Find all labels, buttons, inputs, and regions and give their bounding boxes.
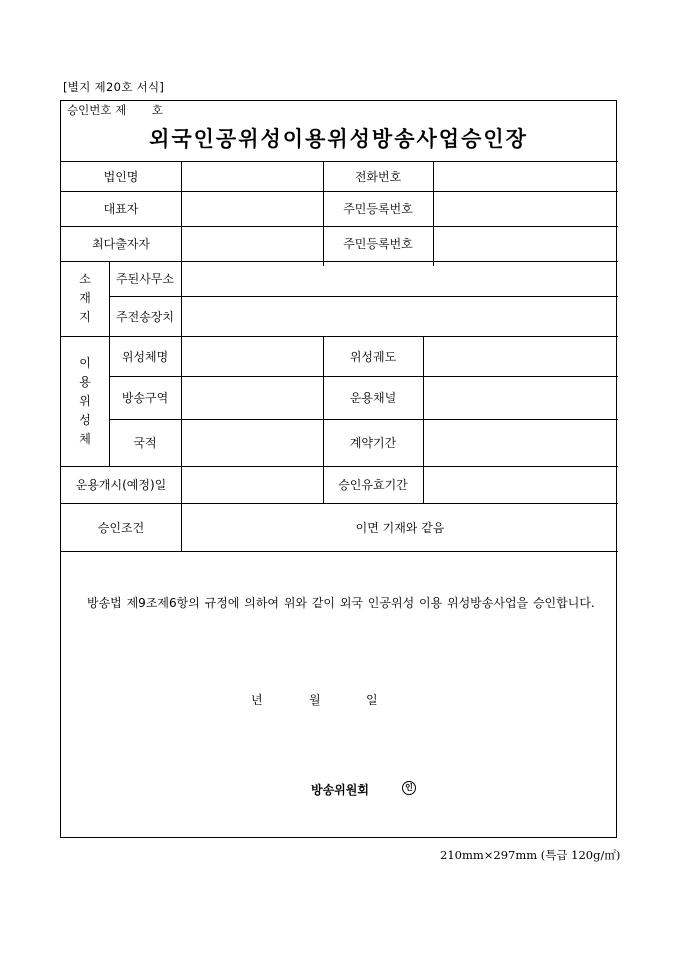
resident-number-label: 주민등록번호 <box>343 202 413 216</box>
investor-resident-number-label: 주민등록번호 <box>343 237 413 251</box>
largest-investor-value[interactable] <box>182 226 323 261</box>
main-office-label: 주된사무소 <box>116 272 174 286</box>
nationality-value[interactable] <box>182 419 323 466</box>
location-label-char: 소 <box>79 272 91 286</box>
corp-name-label: 법인명 <box>103 169 139 184</box>
approval-statement: 방송법 제9조제6항의 규정에 의하여 위와 같이 외국 인공위성 이용 위성방송사업을 승인합니다. <box>87 596 595 610</box>
representative-value[interactable] <box>182 191 323 226</box>
nationality-label: 국적 <box>133 436 157 450</box>
broadcast-area-value[interactable] <box>182 376 323 419</box>
validity-period-value[interactable] <box>424 466 618 503</box>
year-label: 년 <box>251 693 263 707</box>
satellite-label-char: 이 <box>79 355 91 370</box>
month-label: 월 <box>309 693 321 707</box>
channel-label: 운용채널 <box>349 391 397 405</box>
conditions-value: 이면 기재와 같음 <box>355 520 445 535</box>
paper-size-note: 210mm×297mm (특급 120g/㎡) <box>440 848 621 862</box>
location-group-label <box>61 261 109 336</box>
channel-value[interactable] <box>424 376 618 419</box>
rule <box>61 551 618 552</box>
corp-name-value[interactable] <box>182 161 323 191</box>
broadcast-area-label: 방송구역 <box>121 391 169 405</box>
satellite-group-label <box>61 336 109 466</box>
location-label-char: 재 <box>79 291 91 305</box>
main-transmitter-label: 주전송장치 <box>116 309 174 324</box>
contract-period-value[interactable] <box>424 419 618 466</box>
main-office-value[interactable] <box>182 261 618 296</box>
approval-form <box>60 100 617 838</box>
satellite-label-char: 성 <box>79 412 91 427</box>
approval-number: 승인번호 제 호 <box>67 103 163 117</box>
validity-period-label: 승인유효기간 <box>338 478 408 492</box>
resident-number-value[interactable] <box>434 191 618 226</box>
seal-mark: 인 <box>402 781 416 795</box>
satellite-name-label: 위성체명 <box>121 349 169 364</box>
phone-value[interactable] <box>434 161 618 191</box>
operation-start-value[interactable] <box>182 466 323 503</box>
orbit-label: 위성궤도 <box>349 349 397 364</box>
orbit-value[interactable] <box>424 336 618 376</box>
form-identifier: [별지 제20호 서식] <box>63 80 165 94</box>
day-label: 일 <box>366 693 378 707</box>
phone-label: 전화번호 <box>354 169 402 184</box>
main-transmitter-value[interactable] <box>182 296 618 336</box>
location-label-char: 지 <box>79 310 91 324</box>
operation-start-label: 운용개시(예정)일 <box>75 478 167 492</box>
document-title: 외국인공위성이용위성방송사업승인장 <box>149 126 528 151</box>
representative-label: 대표자 <box>103 202 139 216</box>
issuer-name: 방송위원회 <box>311 783 369 797</box>
satellite-label-char: 용 <box>79 374 91 389</box>
satellite-label-char: 위 <box>79 393 91 408</box>
largest-investor-label: 최다출자자 <box>92 237 150 251</box>
investor-resident-number-value[interactable] <box>434 226 618 261</box>
conditions-label: 승인조건 <box>97 520 145 535</box>
contract-period-label: 계약기간 <box>349 436 397 450</box>
satellite-label-char: 체 <box>79 431 91 446</box>
satellite-name-value[interactable] <box>182 336 323 376</box>
